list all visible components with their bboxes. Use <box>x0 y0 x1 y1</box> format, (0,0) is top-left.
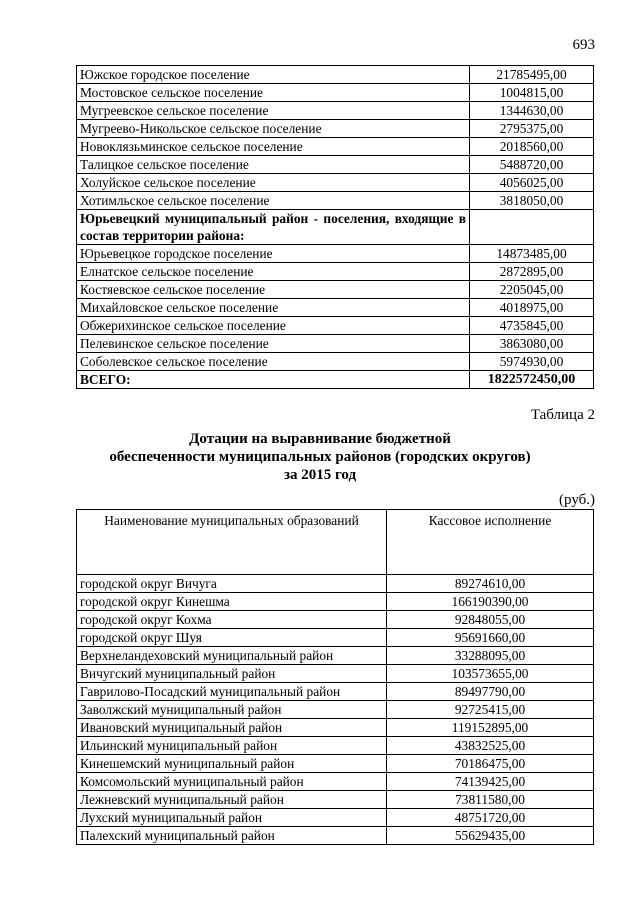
row-value: 1344630,00 <box>470 102 594 120</box>
title-line-2: обеспеченности муниципальных районов (городских округов) <box>109 449 531 465</box>
row-name: Пелевинское сельское поселение <box>77 335 470 353</box>
settlements-table <box>76 65 594 389</box>
row-name: Комсомольский муниципальный район <box>77 773 387 791</box>
row-name: Мостовское сельское поселение <box>77 84 470 102</box>
table-row <box>77 755 594 773</box>
table-row <box>77 138 594 156</box>
row-value: 2872895,00 <box>470 263 594 281</box>
row-name: Вичугский муниципальный район <box>77 665 387 683</box>
table-row <box>77 192 594 210</box>
row-value: 2205045,00 <box>470 281 594 299</box>
table-row <box>77 809 594 827</box>
table-row <box>77 827 594 845</box>
row-name: городской округ Вичуга <box>77 575 387 593</box>
table-row <box>77 665 594 683</box>
table-row <box>77 102 594 120</box>
subsidies-table <box>76 509 594 845</box>
row-name: Хотимльское сельское поселение <box>77 192 470 210</box>
row-value: 33288095,00 <box>387 647 594 665</box>
row-name: Соболевское сельское поселение <box>77 353 470 371</box>
total-label: ВСЕГО: <box>77 371 470 389</box>
table-row <box>77 66 594 84</box>
row-value: 4056025,00 <box>470 174 594 192</box>
table-row <box>77 84 594 102</box>
row-name: городской округ Кинешма <box>77 593 387 611</box>
table-row <box>77 611 594 629</box>
row-value: 3818050,00 <box>470 192 594 210</box>
table-row <box>77 773 594 791</box>
row-name: Кинешемский муниципальный район <box>77 755 387 773</box>
row-name: Михайловское сельское поселение <box>77 299 470 317</box>
table-label: Таблица 2 <box>530 407 595 423</box>
row-name: Палехский муниципальный район <box>77 827 387 845</box>
row-value: 55629435,00 <box>387 827 594 845</box>
table-row <box>77 156 594 174</box>
row-name: Заволжский муниципальный район <box>77 701 387 719</box>
row-value: 14873485,00 <box>470 245 594 263</box>
section-header-empty-cell <box>470 210 594 245</box>
row-value: 4018975,00 <box>470 299 594 317</box>
table-row <box>77 335 594 353</box>
row-name: Елнатское сельское поселение <box>77 263 470 281</box>
row-value: 2795375,00 <box>470 120 594 138</box>
row-name: Верхнеландеховский муниципальный район <box>77 647 387 665</box>
table-row <box>77 281 594 299</box>
row-value: 103573655,00 <box>387 665 594 683</box>
row-value: 89497790,00 <box>387 683 594 701</box>
row-name: Костяевское сельское поселение <box>77 281 470 299</box>
row-name: городской округ Шуя <box>77 629 387 647</box>
table-row <box>77 120 594 138</box>
row-value: 5974930,00 <box>470 353 594 371</box>
row-value: 166190390,00 <box>387 593 594 611</box>
table-row <box>77 629 594 647</box>
header-name: Наименование муниципальных образований <box>77 510 387 575</box>
table-row-section-header <box>77 210 594 245</box>
row-name: Южское городское поселение <box>77 66 470 84</box>
row-name: Мугреевское сельское поселение <box>77 102 470 120</box>
row-name: Мугреево-Никольское сельское поселение <box>77 120 470 138</box>
row-value: 1004815,00 <box>470 84 594 102</box>
row-value: 92725415,00 <box>387 701 594 719</box>
table-row <box>77 353 594 371</box>
total-value: 1822572450,00 <box>470 371 594 389</box>
row-name: Лухский муниципальный район <box>77 809 387 827</box>
row-value: 43832525,00 <box>387 737 594 755</box>
row-name: Ильинский муниципальный район <box>77 737 387 755</box>
row-name: Ивановский муниципальный район <box>77 719 387 737</box>
row-name: Юрьевецкое городское поселение <box>77 245 470 263</box>
table-row <box>77 719 594 737</box>
table-row <box>77 593 594 611</box>
row-value: 21785495,00 <box>470 66 594 84</box>
row-name: Новоклязьминское сельское поселение <box>77 138 470 156</box>
table-row <box>77 245 594 263</box>
table-row-total <box>77 371 594 389</box>
row-name: Холуйское сельское поселение <box>77 174 470 192</box>
row-name: Талицкое сельское поселение <box>77 156 470 174</box>
row-value: 95691660,00 <box>387 629 594 647</box>
table-row <box>77 791 594 809</box>
table-row <box>77 575 594 593</box>
unit-label: (руб.) <box>559 492 595 508</box>
row-name: Гаврилово-Посадский муниципальный район <box>77 683 387 701</box>
table-row <box>77 647 594 665</box>
section-title <box>0 430 640 484</box>
row-value: 73811580,00 <box>387 791 594 809</box>
title-line-3: за 2015 год <box>283 467 357 483</box>
row-name: городской округ Кохма <box>77 611 387 629</box>
table-row <box>77 701 594 719</box>
row-value: 5488720,00 <box>470 156 594 174</box>
row-value: 92848055,00 <box>387 611 594 629</box>
table-row <box>77 683 594 701</box>
title-line-1: Дотации на выравнивание бюджетной <box>189 431 451 447</box>
page-number: 693 <box>572 37 595 53</box>
table-row <box>77 174 594 192</box>
row-value: 4735845,00 <box>470 317 594 335</box>
row-value: 70186475,00 <box>387 755 594 773</box>
table-row <box>77 263 594 281</box>
row-name: Обжерихинское сельское поселение <box>77 317 470 335</box>
row-value: 89274610,00 <box>387 575 594 593</box>
table-row <box>77 737 594 755</box>
table-row <box>77 299 594 317</box>
table-row <box>77 317 594 335</box>
section-header-cell: Юрьевецкий муниципальный район - поселения, входящие в состав территории района: <box>77 210 470 245</box>
row-name: Лежневский муниципальный район <box>77 791 387 809</box>
header-value: Кассовое исполнение <box>387 510 594 575</box>
row-value: 119152895,00 <box>387 719 594 737</box>
row-value: 74139425,00 <box>387 773 594 791</box>
row-value: 2018560,00 <box>470 138 594 156</box>
row-value: 48751720,00 <box>387 809 594 827</box>
row-value: 3863080,00 <box>470 335 594 353</box>
table-header-row <box>77 510 594 575</box>
